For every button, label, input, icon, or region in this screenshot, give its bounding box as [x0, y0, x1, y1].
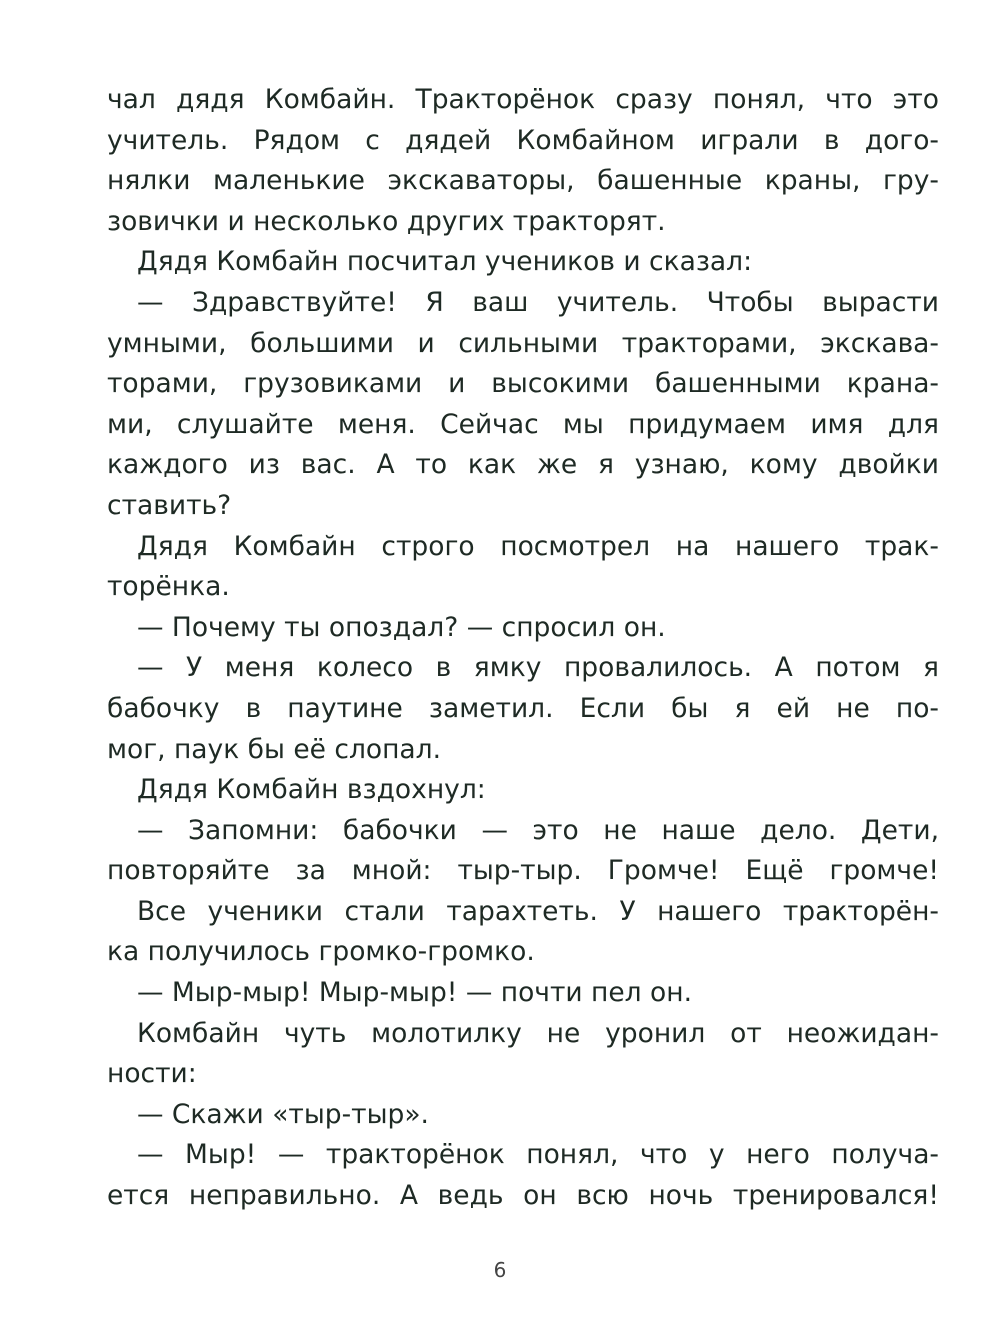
text-line: бабочку в паутине заметил. Если бы я ей не по-: [107, 692, 939, 724]
text-line: — Здравствуйте! Я ваш учитель. Чтобы вырасти: [137, 286, 939, 318]
text-line: Комбайн чуть молотилку не уронил от неожидан-: [137, 1017, 939, 1049]
text-line: — У меня колесо в ямку провалилось. А потом я: [137, 652, 939, 684]
text-line: мог, паук бы её слопал.: [107, 733, 442, 765]
text-line: Дядя Комбайн вздохнул:: [137, 774, 486, 806]
text-line: каждого из вас. А то как же я узнаю, кому двойки: [107, 449, 939, 481]
text-line: ка получилось громко-громко.: [107, 936, 535, 968]
text-line: — Мыр! — тракторёнок понял, что у него получа-: [137, 1139, 939, 1171]
text-line: — Мыр-мыр! Мыр-мыр! — почти пел он.: [137, 977, 692, 1009]
text-line: — Скажи «тыр-тыр».: [137, 1098, 429, 1130]
text-line: — Почему ты опоздал? — спросил он.: [137, 611, 666, 643]
text-line: повторяйте за мной: тыр-тыр. Громче! Ещё громче!: [107, 855, 939, 887]
text-line: ности:: [107, 1058, 197, 1090]
text-line: — Запомни: бабочки — это не наше дело. Дети,: [137, 814, 939, 846]
text-line: нялки маленькие экскаваторы, башенные краны, гру-: [107, 165, 939, 197]
text-line: ется неправильно. А ведь он всю ночь тренировался!: [107, 1180, 939, 1212]
text-line: зовички и несколько других тракторят.: [107, 205, 666, 237]
text-line: Дядя Комбайн строго посмотрел на нашего трак-: [137, 530, 939, 562]
text-line: Все ученики стали тарахтеть. У нашего тракторён-: [137, 895, 939, 927]
text-line: ми, слушайте меня. Сейчас мы придумаем имя для: [107, 408, 939, 440]
text-line: ставить?: [107, 489, 232, 521]
text-line: умными, большими и сильными тракторами, экскава-: [107, 327, 939, 359]
page-number: 6: [493, 1258, 507, 1282]
text-line: торами, грузовиками и высокими башенными крана-: [107, 368, 939, 400]
text-line: чал дядя Комбайн. Тракторёнок сразу понял, что это: [107, 84, 939, 115]
story-text: [107, 80, 939, 1217]
text-line: торёнка.: [107, 571, 230, 603]
text-line: учитель. Рядом с дядей Комбайном играли в дого-: [107, 124, 939, 156]
text-line: Дядя Комбайн посчитал учеников и сказал:: [137, 246, 753, 278]
